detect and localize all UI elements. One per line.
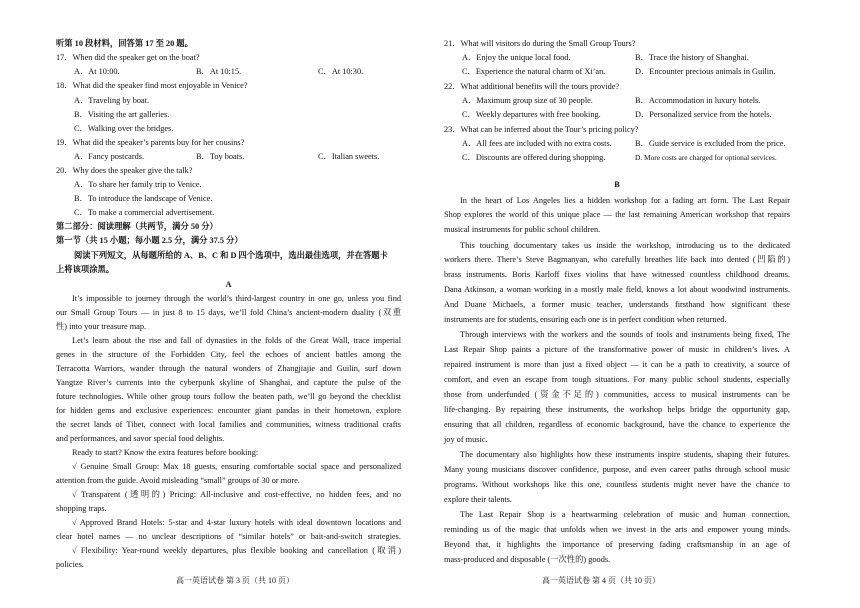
q20-option-a: A．To share her family trip to Venice.: [74, 180, 202, 189]
passage-b-p5-line: reminding us of the magic that unfolds when we invest in the arts and empower young minds.: [444, 525, 790, 534]
passage-b-p4-line: explore their talents.: [444, 495, 512, 504]
passage-a-p1-line: 性) into your treasure map.: [56, 322, 147, 331]
passage-b-p5-line: mass-produced and disposable (一次性的) goods.: [444, 555, 611, 564]
question-21: 21．What will visitors do during the Small Group Tours?: [444, 39, 636, 48]
feature-pricing: √ Transparent (透明的) Pricing: All-inclusive and cost-effective, no hidden fees, and no: [72, 490, 401, 499]
passage-b-p3-line: joy of music.: [444, 435, 488, 444]
passage-a-p3: Ready to start? Know the extra features before booking:: [72, 448, 259, 457]
feature-hotels: √ Approved Brand Hotels: 5-star and 4-star luxury hotels with ideal downtown locations and: [72, 518, 401, 527]
passage-b-p1-line: Shop explores the world of this unique place — the last remaining American workshop that repairs: [444, 210, 790, 219]
instruction-line-2: 上将该项涂黑。: [56, 265, 115, 274]
section-heading: 听第 10 段材料，回答第 17 至 20 题。: [56, 39, 193, 48]
section-1-heading: 第一节（共 15 小题；每小题 2.5 分，满分 37.5 分）: [56, 236, 243, 245]
q21-option-d: D．Encounter precious animals in Guilin.: [635, 67, 776, 76]
page-footer-4: 高一英语试卷 第 4 页（共 10 页）: [542, 576, 660, 585]
q18-option-a: A．Traveling by boat.: [74, 96, 150, 105]
q17-option-b: B．At 10:15.: [196, 67, 242, 76]
q23-option-c: C．Discounts are offered during shopping.: [462, 153, 606, 162]
feature-flexibility: √ Flexibility: Year-round weekly departures, plus flexible booking and cancellation (取消): [72, 546, 401, 555]
passage-a-label: A: [225, 280, 232, 289]
feature-hotels-cont: clear hotel names — no unclear descriptions of “similar hotels” or bait-and-switch strategies.: [56, 532, 401, 541]
passage-b-p2-line: workers there. There’s Steve Bagmanyan, who carefully breathes life back into dented (凹陷的): [444, 255, 790, 264]
q22-option-c: C．Weekly departures with free booking.: [462, 110, 601, 119]
passage-b-p3-line: ensuring that all children, regardless of economic background, have the chance to experience the: [444, 420, 790, 429]
q19-option-b: B．Toy boats.: [196, 152, 245, 161]
q19-option-a: A．Fancy postcards.: [74, 152, 145, 161]
feature-small-group: √ Genuine Small Group: Max 18 guests, ensuring comfortable social space and personalized: [72, 462, 401, 471]
passage-a-p2-line: future technologies. While other group tours follow the beaten path, we’ll go beyond the checklist: [56, 392, 401, 401]
q22-option-b: B．Accommodation in luxury hotels.: [635, 96, 761, 105]
passage-b-p1-line: musical instruments for public school children.: [444, 225, 601, 234]
question-17: 17．When did the speaker get on the boat?: [56, 53, 200, 62]
passage-b-p3-line: repaired instrument is more than just a fixed object — it can be a path to creativity, a source of: [444, 360, 790, 369]
q21-option-a: A．Enjoy the unique local food.: [462, 53, 571, 62]
passage-b-p5-line: The Last Repair Shop is a heartwarming celebration of music and human connection,: [460, 510, 790, 519]
passage-b-p2-line: brass instruments. Boris Karloff fixes violins that have witnessed countless childhood dreams.: [444, 270, 790, 279]
passage-b-label: B: [614, 180, 620, 189]
passage-b-p2-line: Dana Atkinson, a woman working in a mostly male field, knows a lot about woodwind instruments.: [444, 285, 790, 294]
feature-flexibility-cont: policies.: [56, 560, 84, 569]
instruction-line-1: 阅读下列短文，从每题所给的 A、B、C 和 D 四个选项中，选出最佳选项，并在答题卡: [74, 251, 388, 260]
q23-option-b: B．Guide service is excluded from the price.: [635, 139, 786, 148]
passage-b-p3-line: life-changing. By repairing these instruments, the workshop helps bridge the opportunity gap,: [444, 405, 790, 414]
q22-option-d: D．Personalized service from the hotels.: [635, 110, 772, 119]
passage-a-p2-line: genes in the structure of the Forbidden City, feel the echoes of ancient battles among the: [56, 350, 401, 359]
page-footer-3: 高一英语试卷 第 3 页（共 10 页）: [176, 576, 294, 585]
passage-b-p3-line: Last Repair Shop paints a picture of the transformative power of music in children’s lives. A: [444, 345, 790, 354]
feature-pricing-cont: shopping traps.: [56, 504, 107, 513]
passage-b-p2-line: And Duane Michaels, a former music teacher, understands firsthand how significant these: [444, 300, 790, 309]
q23-option-a: A．All fees are included with no extra costs.: [462, 139, 612, 148]
question-22: 22．What additional benefits will the tours provide?: [444, 82, 620, 91]
q19-option-c: C．Italian sweets.: [318, 152, 380, 161]
question-19: 19．What did the speaker’s parents buy for her cousins?: [56, 138, 245, 147]
q18-option-c: C．Walking over the bridges.: [74, 124, 174, 133]
passage-b-p3-line: those from underfunded (资金不足的) communities, access to musical instruments can be: [444, 390, 790, 399]
passage-a-p2-line: Terracotta Warriors, wander through the natural wonders of Zhangjiajie and Guilin, surf down: [56, 364, 401, 373]
question-18: 18．What did the speaker find most enjoyable in Venice?: [56, 81, 248, 90]
passage-a-p2-line: the secret lands of Tibet, connect with local families and communities, witness traditional crafts: [56, 420, 401, 429]
q20-option-c: C．To make a commercial advertisement.: [74, 208, 215, 217]
passage-b-p3-line: comfort, and even an escape from tough situations. For many public school students, especially: [444, 375, 790, 384]
passage-b-p4-line: programs. Without workshops like this one, countless students might never have the chance to: [444, 480, 790, 489]
q17-option-a: A．At 10:00.: [74, 67, 120, 76]
q21-option-c: C．Experience the natural charm of Xi’an.: [462, 67, 606, 76]
q17-option-c: C．At 10:30.: [318, 67, 364, 76]
feature-small-group-cont: attention from the guide. Avoid misleading “small” groups of 30 or more.: [56, 476, 300, 485]
passage-b-p3-line: Through interviews with the workers and the sounds of tools and instruments being fixed, The: [460, 330, 790, 339]
passage-b-p2-line: instruments are for students, ensuring each one is in perfect condition when returned.: [444, 315, 727, 324]
passage-a-p2-line: for hidden gems and exclusive experiences: encounter giant pandas in their hometown, explore: [56, 406, 401, 415]
q18-option-b: B．Visiting the art galleries.: [74, 110, 170, 119]
passage-b-p4-line: Many young musicians discover confidence, purpose, and even career paths through school music: [444, 465, 790, 474]
part-2-heading: 第二部分：阅读理解（共两节，满分 50 分）: [56, 222, 218, 231]
passage-a-p1-line: It’s impossible to journey through the world’s third-largest country in one go, unless you find: [72, 294, 401, 303]
passage-b-p2-line: This touching documentary takes us inside the workshop, introducing us to the dedicated: [460, 241, 790, 250]
passage-b-p1-line: In the heart of Los Angeles lies a hidden workshop for a fading art form. The Last Repair: [460, 196, 790, 205]
q21-option-b: B．Trace the history of Shanghai.: [635, 53, 749, 62]
passage-a-p2-line: Yangtze River’s currents into the cyberpunk skyline of Shanghai, and capture the pulse of the: [56, 378, 401, 387]
passage-a-p2-line: and performances, and savor special food delights.: [56, 434, 225, 443]
q23-option-d: D. More costs are charged for optional services.: [635, 153, 777, 162]
q20-option-b: B．To introduce the landscape of Venice.: [74, 194, 213, 203]
q22-option-a: A．Maximum group size of 30 people.: [462, 96, 593, 105]
passage-b-p5-line: Beyond that, it highlights the importance of preserving fading craftsmanship in an age of: [444, 540, 790, 549]
passage-a-p2-line: Let’s learn about the rise and fall of dynasties in the folds of the Great Wall, trace imperial: [72, 336, 401, 345]
question-20: 20．Why does the speaker give the talk?: [56, 166, 193, 175]
passage-b-p4-line: The documentary also highlights how these instruments inspire students, shaping their futures.: [460, 450, 790, 459]
question-23: 23．What can be inferred about the Tour’s pricing policy?: [444, 125, 639, 134]
passage-a-p1-line: our Small Group Tours — in just 8 to 15 days, we’ll fold China’s ancient-modern duality (双重: [56, 308, 401, 317]
